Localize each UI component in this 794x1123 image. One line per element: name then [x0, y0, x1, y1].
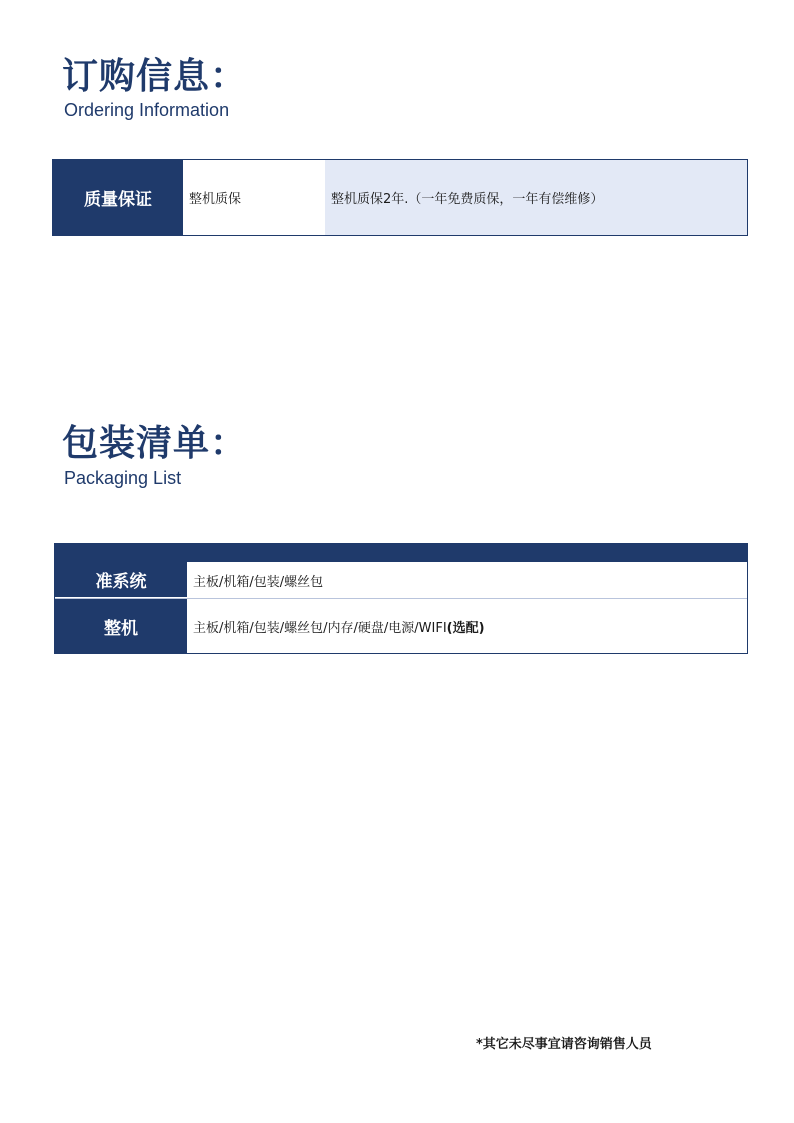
- packaging-table: [54, 543, 748, 654]
- complete-system-contents-text: 主板/机箱/包装/螺丝包/内存/硬盘/电源/WIFI: [193, 620, 447, 636]
- ordering-table: [52, 159, 748, 236]
- ordering-title-en: Ordering Information: [64, 100, 230, 120]
- barebone-contents: [187, 562, 747, 598]
- ordering-title-cn: 订购信息：: [62, 56, 248, 97]
- table-row: [55, 599, 747, 653]
- warranty-detail: 整机质保2年.（一年免费质保，一年有偿维修）: [325, 160, 747, 235]
- barebone-header: 准系统: [55, 562, 187, 598]
- complete-system-header: 整机: [55, 599, 187, 653]
- complete-system-contents: [187, 599, 747, 653]
- barebone-contents-text: 主板/机箱/包装/螺丝包: [193, 574, 324, 590]
- packaging-title-cn: 包装清单：: [62, 423, 248, 464]
- footnote: *其它未尽事宜请咨询销售人员: [476, 1037, 652, 1052]
- packaging-title-en: Packaging List: [64, 468, 182, 488]
- warranty-header: 质量保证: [53, 160, 183, 235]
- table-row: [55, 562, 747, 599]
- packaging-table-header-bar: [55, 544, 747, 562]
- warranty-item: 整机质保: [183, 160, 325, 235]
- optional-note: (选配): [446, 620, 485, 636]
